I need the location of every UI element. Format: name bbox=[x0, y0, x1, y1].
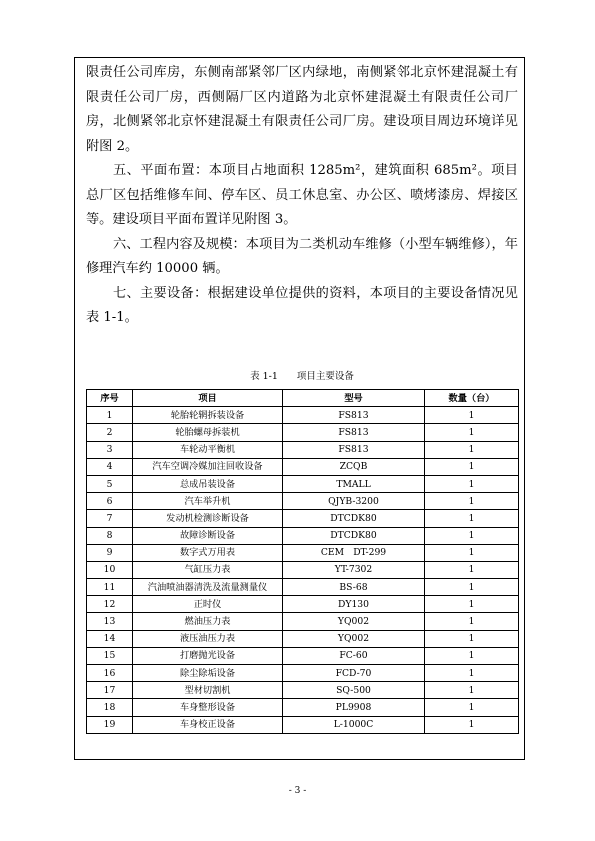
cell-quantity: 1 bbox=[425, 682, 519, 699]
cell-item: 车身校正设备 bbox=[133, 716, 283, 733]
cell-model: CEM DT-299 bbox=[283, 544, 425, 561]
cell-quantity: 1 bbox=[425, 596, 519, 613]
table-caption: 表 1-1 项目主要设备 bbox=[250, 371, 354, 382]
cell-quantity: 1 bbox=[425, 424, 519, 441]
cell-item: 燃油压力表 bbox=[133, 613, 283, 630]
cell-model: FC-60 bbox=[283, 647, 425, 664]
cell-item: 汽油喷油器清洗及流量测量仪 bbox=[133, 579, 283, 596]
cell-quantity: 1 bbox=[425, 510, 519, 527]
cell-quantity: 1 bbox=[425, 665, 519, 682]
cell-item: 正时仪 bbox=[133, 596, 283, 613]
table-row bbox=[87, 458, 519, 475]
cell-item: 数字式万用表 bbox=[133, 544, 283, 561]
cell-item: 轮胎螺母拆装机 bbox=[133, 424, 283, 441]
table-body bbox=[87, 407, 519, 734]
cell-index: 5 bbox=[87, 475, 133, 492]
cell-quantity: 1 bbox=[425, 544, 519, 561]
cell-index: 17 bbox=[87, 682, 133, 699]
cell-quantity: 1 bbox=[425, 699, 519, 716]
cell-quantity: 1 bbox=[425, 630, 519, 647]
table-row bbox=[87, 579, 519, 596]
cell-quantity: 1 bbox=[425, 441, 519, 458]
cell-model: SQ-500 bbox=[283, 682, 425, 699]
cell-index: 8 bbox=[87, 527, 133, 544]
cell-model: DTCDK80 bbox=[283, 510, 425, 527]
header-model: 型号 bbox=[283, 390, 425, 407]
cell-model: YQ002 bbox=[283, 630, 425, 647]
table-row bbox=[87, 407, 519, 424]
cell-model: FS813 bbox=[283, 407, 425, 424]
cell-item: 车身整形设备 bbox=[133, 699, 283, 716]
equipment-table bbox=[86, 389, 519, 734]
cell-index: 1 bbox=[87, 407, 133, 424]
cell-index: 13 bbox=[87, 613, 133, 630]
cell-index: 6 bbox=[87, 493, 133, 510]
table-row bbox=[87, 475, 519, 492]
cell-index: 19 bbox=[87, 716, 133, 733]
cell-item: 故障诊断设备 bbox=[133, 527, 283, 544]
cell-item: 总成吊装设备 bbox=[133, 475, 283, 492]
cell-index: 12 bbox=[87, 596, 133, 613]
cell-item: 轮胎轮辋拆装设备 bbox=[133, 407, 283, 424]
cell-quantity: 1 bbox=[425, 527, 519, 544]
table-row bbox=[87, 682, 519, 699]
cell-item: 汽车举升机 bbox=[133, 493, 283, 510]
header-item: 项目 bbox=[133, 390, 283, 407]
cell-item: 发动机检测诊断设备 bbox=[133, 510, 283, 527]
table-row bbox=[87, 630, 519, 647]
cell-item: 型材切割机 bbox=[133, 682, 283, 699]
table-row bbox=[87, 647, 519, 664]
cell-quantity: 1 bbox=[425, 493, 519, 510]
cell-quantity: 1 bbox=[425, 613, 519, 630]
table-row bbox=[87, 699, 519, 716]
cell-index: 7 bbox=[87, 510, 133, 527]
table-row bbox=[87, 613, 519, 630]
cell-model: FCD-70 bbox=[283, 665, 425, 682]
table-row bbox=[87, 441, 519, 458]
cell-item: 汽车空调冷媒加注回收设备 bbox=[133, 458, 283, 475]
cell-model: YQ002 bbox=[283, 613, 425, 630]
table-row bbox=[87, 493, 519, 510]
cell-index: 15 bbox=[87, 647, 133, 664]
cell-item: 除尘除垢设备 bbox=[133, 665, 283, 682]
cell-model: QJYB-3200 bbox=[283, 493, 425, 510]
cell-index: 3 bbox=[87, 441, 133, 458]
cell-quantity: 1 bbox=[425, 407, 519, 424]
paragraph-surroundings: 限责任公司库房，东侧南部紧邻厂区内绿地，南侧紧邻北京怀建混凝土有限责任公司厂房，西侧隔厂区内道路为北京怀建混凝土有限责任公司厂房，北侧紧邻北京怀建混凝土有限责任公司厂房。建设项目周边环境详见附图 2。 bbox=[86, 65, 518, 154]
cell-quantity: 1 bbox=[425, 579, 519, 596]
cell-quantity: 1 bbox=[425, 458, 519, 475]
cell-quantity: 1 bbox=[425, 647, 519, 664]
header-quantity: 数量（台） bbox=[425, 390, 519, 407]
cell-model: DTCDK80 bbox=[283, 527, 425, 544]
table-row bbox=[87, 665, 519, 682]
cell-quantity: 1 bbox=[425, 561, 519, 578]
paragraph-equipment: 七、主要设备：根据建设单位提供的资料，本项目的主要设备情况见表 1-1。 bbox=[86, 285, 518, 325]
cell-item: 打磨抛光设备 bbox=[133, 647, 283, 664]
cell-index: 16 bbox=[87, 665, 133, 682]
cell-model: FS813 bbox=[283, 424, 425, 441]
cell-index: 2 bbox=[87, 424, 133, 441]
paragraph-layout: 五、平面布置：本项目占地面积 1285m²，建筑面积 685m²。项目总厂区包括维修车间、停车区、员工休息室、办公区、喷烤漆房、焊接区等。建设项目平面布置详见附图 3。 bbox=[86, 163, 518, 227]
table-row bbox=[87, 596, 519, 613]
table-row bbox=[87, 716, 519, 733]
cell-model: L-1000C bbox=[283, 716, 425, 733]
body-text bbox=[86, 61, 518, 331]
cell-item: 车轮动平衡机 bbox=[133, 441, 283, 458]
paragraph-scope: 六、工程内容及规模：本项目为二类机动车维修（小型车辆维修），年修理汽车约 10000 辆。 bbox=[86, 236, 518, 276]
cell-model: DY130 bbox=[283, 596, 425, 613]
cell-model: TMALL bbox=[283, 475, 425, 492]
table-row bbox=[87, 424, 519, 441]
cell-model: ZCQB bbox=[283, 458, 425, 475]
table-row bbox=[87, 527, 519, 544]
cell-item: 液压油压力表 bbox=[133, 630, 283, 647]
cell-index: 10 bbox=[87, 561, 133, 578]
table-row bbox=[87, 561, 519, 578]
cell-item: 气缸压力表 bbox=[133, 561, 283, 578]
cell-index: 14 bbox=[87, 630, 133, 647]
page-number: - 3 - bbox=[288, 786, 307, 796]
table-row bbox=[87, 544, 519, 561]
cell-index: 9 bbox=[87, 544, 133, 561]
cell-model: YT-7302 bbox=[283, 561, 425, 578]
cell-model: BS-68 bbox=[283, 579, 425, 596]
table-row bbox=[87, 510, 519, 527]
table-header-row bbox=[87, 390, 519, 407]
header-index: 序号 bbox=[87, 390, 133, 407]
cell-quantity: 1 bbox=[425, 716, 519, 733]
cell-quantity: 1 bbox=[425, 475, 519, 492]
cell-index: 4 bbox=[87, 458, 133, 475]
cell-model: FS813 bbox=[283, 441, 425, 458]
cell-model: PL9908 bbox=[283, 699, 425, 716]
cell-index: 11 bbox=[87, 579, 133, 596]
cell-index: 18 bbox=[87, 699, 133, 716]
